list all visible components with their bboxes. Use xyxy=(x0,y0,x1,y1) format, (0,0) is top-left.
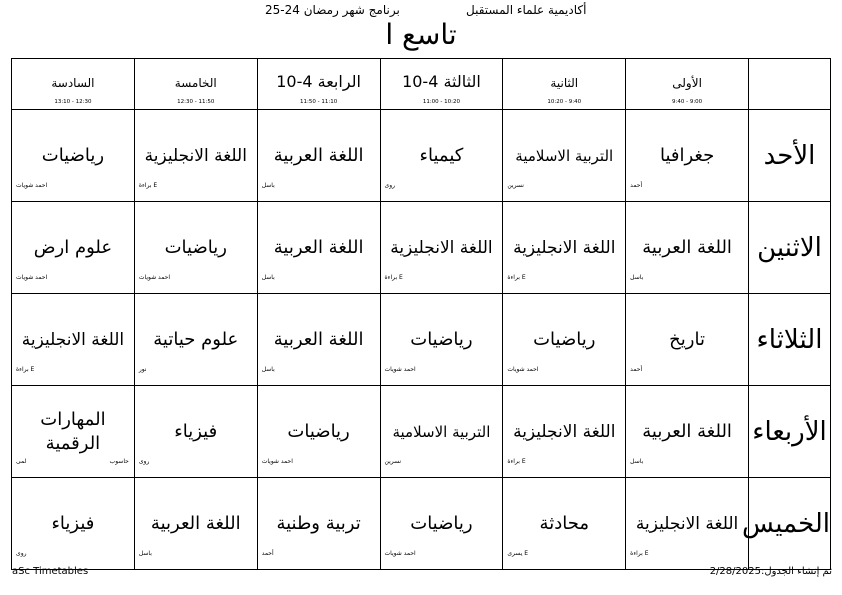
teacher-name: باسل xyxy=(261,366,275,373)
lesson-cell xyxy=(380,478,503,570)
subject-name: تربية وطنية xyxy=(276,512,361,534)
subject-name: اللغة الانجليزية xyxy=(21,329,125,350)
subject-name: اللغة الانجليزية xyxy=(390,237,493,258)
lesson-cell xyxy=(503,294,626,386)
created-date: تم إنشاء الجدول:2/28/2025 xyxy=(709,566,832,577)
teacher-name: احمد شويات xyxy=(16,274,48,281)
brand-footer: aSc Timetables xyxy=(12,566,89,577)
teacher-name: احمد شويات xyxy=(261,458,293,465)
teacher-name: E براءة xyxy=(16,366,35,373)
period-header xyxy=(257,59,380,110)
period-header xyxy=(626,59,749,110)
corner-cell xyxy=(749,59,831,110)
subject-name: رياضيات xyxy=(410,328,473,350)
subject-name: فيزياء xyxy=(174,420,218,442)
teacher-name: باسل xyxy=(138,550,152,557)
subject-name: اللغة العربية xyxy=(642,236,732,258)
period-header xyxy=(12,59,135,110)
day-label: الخميس xyxy=(749,478,831,570)
period-name: الثالثة 4-10 xyxy=(402,72,481,91)
period-time: 12:30 - 13:10 xyxy=(54,99,92,105)
teacher-name: نسرين xyxy=(384,458,402,465)
lesson-cell xyxy=(626,386,749,478)
academy-name: أكاديمية علماء المستقبل xyxy=(466,3,587,17)
lesson-cell xyxy=(134,294,257,386)
subject-name: رياضيات xyxy=(410,512,473,534)
lesson-cell xyxy=(503,386,626,478)
subject-name: تاريخ xyxy=(669,328,705,350)
period-header xyxy=(134,59,257,110)
teacher-name: أحمد xyxy=(261,550,274,557)
teacher-name: احمد شويات xyxy=(16,182,48,189)
subject-name: رياضيات xyxy=(287,420,350,442)
lesson-cell xyxy=(626,202,749,294)
period-header-row xyxy=(12,59,831,110)
teacher-name: احمد شويات xyxy=(138,274,171,281)
teacher-name: روى xyxy=(384,182,396,189)
subject-name: اللغة العربية xyxy=(642,420,732,442)
day-label: الأحد xyxy=(749,110,831,202)
lesson-cell xyxy=(380,386,503,478)
period-name: السادسة xyxy=(51,76,95,90)
lesson-cell xyxy=(12,110,135,202)
lesson-cell xyxy=(134,478,257,570)
lesson-cell xyxy=(257,294,380,386)
teacher-name: روى xyxy=(16,550,27,557)
lesson-cell xyxy=(12,202,135,294)
teacher-name: نور xyxy=(138,366,147,373)
lesson-cell xyxy=(626,294,749,386)
period-time: 11:50 - 12:30 xyxy=(177,99,215,105)
teacher-name: E براءة xyxy=(507,274,526,281)
subject-name: فيزياء xyxy=(51,512,95,534)
day-row xyxy=(12,294,831,386)
lesson-cell xyxy=(380,202,503,294)
lesson-cell xyxy=(12,386,135,478)
subject-name: التربية الاسلامية xyxy=(515,146,614,165)
subject-name: اللغة الانجليزية xyxy=(144,145,247,166)
lesson-cell xyxy=(626,478,749,570)
teacher-name: E براءة xyxy=(138,182,158,189)
teacher-name: باسل xyxy=(261,182,275,189)
subject-name: رياضيات xyxy=(41,144,105,166)
subject-name: اللغة الانجليزية xyxy=(635,513,739,534)
subject-name: اللغة الانجليزية xyxy=(513,237,616,258)
subject-name: محادثة xyxy=(539,512,589,534)
lesson-cell xyxy=(503,478,626,570)
teacher-name: نسرين xyxy=(507,182,524,189)
teacher-name: احمد شويات xyxy=(507,366,539,373)
period-header xyxy=(503,59,626,110)
room-name: حاسوب xyxy=(109,458,129,465)
subject-name: اللغة العربية xyxy=(273,236,364,258)
lesson-cell xyxy=(12,294,135,386)
teacher-name: أحمد xyxy=(630,182,643,189)
day-row xyxy=(12,386,831,478)
day-label: الاثنين xyxy=(749,202,831,294)
subject-name: اللغة العربية xyxy=(273,144,364,166)
subject-name: كيمياء xyxy=(419,144,464,166)
lesson-cell xyxy=(12,478,135,570)
period-name: الأولى xyxy=(672,76,702,90)
lesson-cell xyxy=(134,202,257,294)
day-row xyxy=(12,110,831,202)
teacher-name: E براءة xyxy=(384,274,403,281)
period-time: 9:00 - 9:40 xyxy=(671,99,703,105)
teacher-name: باسل xyxy=(630,274,644,281)
period-time: 11:10 - 11:50 xyxy=(300,99,338,105)
subject-name: التربية الاسلامية xyxy=(392,422,491,441)
day-row xyxy=(12,202,831,294)
period-time: 10:20 - 11:00 xyxy=(422,99,461,105)
lesson-cell xyxy=(257,386,380,478)
lesson-cell xyxy=(134,110,257,202)
teacher-name: احمد شويات xyxy=(384,366,416,373)
teacher-name: باسل xyxy=(261,274,275,281)
teacher-name: احمد شويات xyxy=(384,550,416,557)
subject-name: اللغة الانجليزية xyxy=(513,421,616,442)
lesson-cell xyxy=(503,202,626,294)
teacher-name: باسل xyxy=(630,458,644,465)
day-row xyxy=(12,478,831,570)
teacher-name: E براءة xyxy=(630,550,649,557)
lesson-cell xyxy=(134,386,257,478)
lesson-cell xyxy=(503,110,626,202)
period-time: 9:40 - 10:20 xyxy=(547,99,582,105)
subject-name: المهارات الرقمية xyxy=(40,408,106,454)
teacher-name: لمى xyxy=(16,458,27,465)
lesson-cell xyxy=(626,110,749,202)
subject-name: رياضيات xyxy=(533,328,596,350)
period-name: الرابعة 4-10 xyxy=(276,72,361,91)
timetable-body xyxy=(12,59,831,570)
timetable-grid xyxy=(11,58,831,570)
teacher-name: E براءة xyxy=(507,458,526,465)
lesson-cell xyxy=(257,478,380,570)
period-name: الخامسة xyxy=(174,76,217,90)
subject-name: علوم حياتية xyxy=(153,328,239,350)
day-label: الثلاثاء xyxy=(749,294,831,386)
teacher-name: أحمد xyxy=(630,366,643,373)
subject-name: اللغة العربية xyxy=(273,328,364,350)
period-header xyxy=(380,59,503,110)
subject-name: جغرافيا xyxy=(659,144,715,166)
lesson-cell xyxy=(257,110,380,202)
subject-name: علوم ارض xyxy=(33,236,113,258)
day-label: الأربعاء xyxy=(749,386,831,478)
lesson-cell xyxy=(380,110,503,202)
period-name: الثانية xyxy=(550,76,579,90)
subject-name: رياضيات xyxy=(164,236,227,258)
teacher-name: E يسرى xyxy=(507,550,529,557)
lesson-cell xyxy=(380,294,503,386)
program-title: برنامج شهر رمضان 24-25 xyxy=(265,3,400,17)
teacher-name: روى xyxy=(138,458,150,465)
subject-name: اللغة العربية xyxy=(150,512,241,534)
lesson-cell xyxy=(257,202,380,294)
class-title: تاسع ا xyxy=(385,18,457,51)
